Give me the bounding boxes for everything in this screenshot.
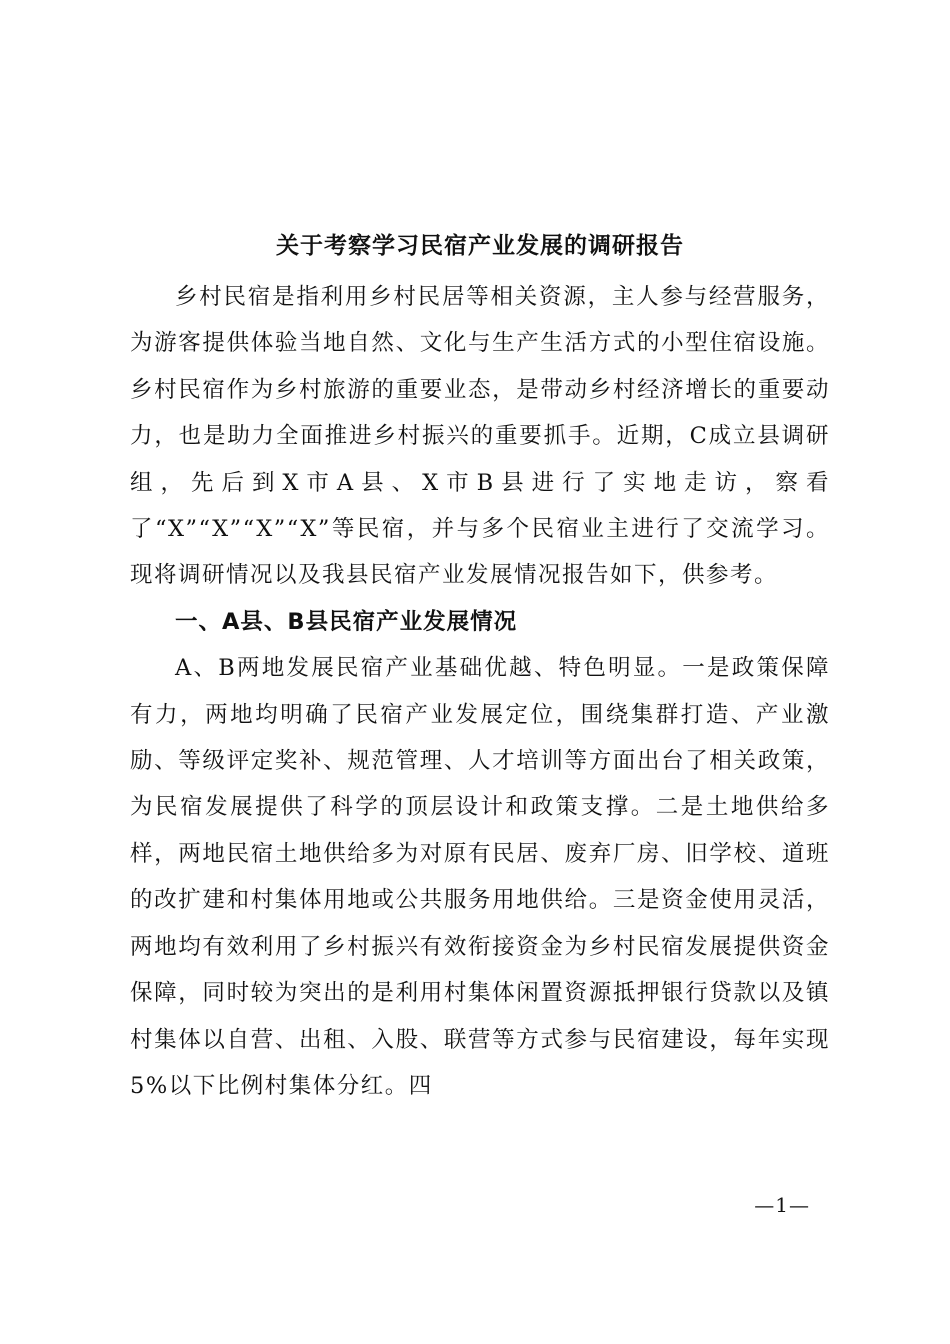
section-heading: 一、A县、B县民宿产业发展情况 [175, 608, 518, 635]
section-paragraph: A、B两地发展民宿产业基础优越、特色明显。一是政策保障有力，两地均明确了民宿产业发展定位，围绕集群打造、产业激励、等级评定奖补、规范管理、人才培训等方面出台了相关政策，为民宿发展提供了科学的顶层设计和政策支撑。二是土地供给多样，两地民宿土地供给多为对原有民居、废弃厂房、旧学校、道班的改扩建和村集体用地或公共服务用地供给。三是资金使用灵活，两地均有效利用了乡村振兴有效衔接资金为乡村民宿发展提供资金保障，同时较为突出的是利用村集体闲置资源抵押银行贷款以及镇村集体以自营、出租、入股、联营等方式参与民宿建设，每年实现5%以下比例村集体分红。四 [130, 655, 830, 1099]
page-number: —1— [754, 1193, 810, 1217]
document-title: 关于考察学习民宿产业发展的调研报告 [276, 233, 684, 259]
document-body [130, 274, 830, 1109]
intro-paragraph: 乡村民宿是指利用乡村民居等相关资源，主人参与经营服务，为游客提供体验当地自然、文化与生产生活方式的小型住宿设施。乡村民宿作为乡村旅游的重要业态，是带动乡村经济增长的重要动力，也是助力全面推进乡村振兴的重要抓手。近期，C成立县调研组，先后到X市A县、X市B县进行了实地走访，察看了“X”“X”“X”“X”等民宿，并与多个民宿业主进行了交流学习。现将调研情况以及我县民宿产业发展情况报告如下，供参考。 [130, 284, 830, 589]
